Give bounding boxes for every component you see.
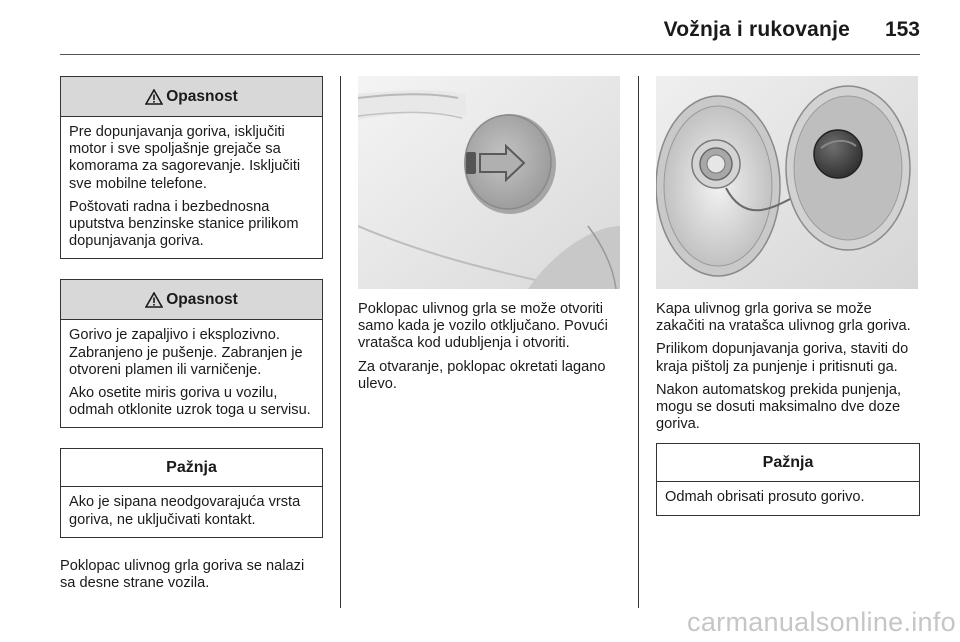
danger-text: Ako osetite miris goriva u vozilu, odmah otklonite uzrok toga u servisu. — [69, 385, 311, 419]
watermark: carmanualsonline.info — [687, 607, 956, 637]
danger-text: Poštovati radna i bezbednosna uputstva benzinske stanice prilikom dopunjavanja goriva. — [69, 198, 299, 250]
warning-triangle-icon — [145, 89, 163, 105]
body-text: Nakon automatskog prekida punjenja, mogu se dosuti maksimalno dve doze goriva. — [656, 381, 902, 433]
notice-text: Ako je sipana neodgovarajuća vrsta goriva, ne uključivati kontakt. — [69, 494, 301, 528]
body-text: Kapa ulivnog grla goriva se može zakačiti na vratašca ulivnog grla goriva. — [656, 301, 911, 335]
page-title: Vožnja i rukovanje — [663, 18, 850, 41]
column-left — [60, 76, 323, 598]
body-text: Poklopac ulivnog grla goriva se nalazi sa desne strane vozila. — [60, 557, 305, 592]
danger-box — [60, 279, 323, 428]
danger-heading: Opasnost — [166, 290, 238, 308]
danger-box — [60, 76, 323, 259]
danger-heading: Opasnost — [166, 87, 238, 105]
column-middle — [358, 76, 622, 399]
danger-text: Pre dopunjavanja goriva, isključiti motor i sve spoljašnje grejače sa komorama za sagorevanje. Isključiti sve mobilne telefone. — [69, 124, 301, 192]
page-header — [60, 14, 920, 55]
notice-box — [656, 443, 920, 515]
body-text: Za otvaranje, poklopac okretati lagano ulevo. — [358, 358, 606, 392]
body-text: Prilikom dopunjavanja goriva, staviti do kraja pištolj za punjenje i pritisnuti ga. — [656, 341, 909, 375]
notice-box — [60, 448, 323, 537]
notice-heading: Pažnja — [61, 449, 322, 487]
warning-triangle-icon — [145, 292, 163, 308]
fuel-flap-closed-illustration — [358, 76, 620, 289]
notice-text: Odmah obrisati prosuto gorivo. — [665, 489, 865, 506]
page-number: 153 — [884, 18, 920, 41]
column-right — [656, 76, 920, 536]
body-text: Poklopac ulivnog grla se može otvoriti samo kada je vozilo otključano. Povući vratašca kod udubljenja i otvoriti. — [358, 301, 608, 352]
column-divider — [638, 76, 639, 608]
danger-box-header — [61, 280, 322, 320]
notice-heading: Pažnja — [657, 444, 919, 482]
danger-box-header — [61, 77, 322, 117]
column-divider — [340, 76, 341, 608]
fuel-cap-open-illustration — [656, 76, 918, 289]
danger-text: Gorivo je zapaljivo i eksplozivno. Zabranjeno je pušenje. Zabranjen je otvoreni plamen ili varničenje. — [69, 327, 303, 378]
